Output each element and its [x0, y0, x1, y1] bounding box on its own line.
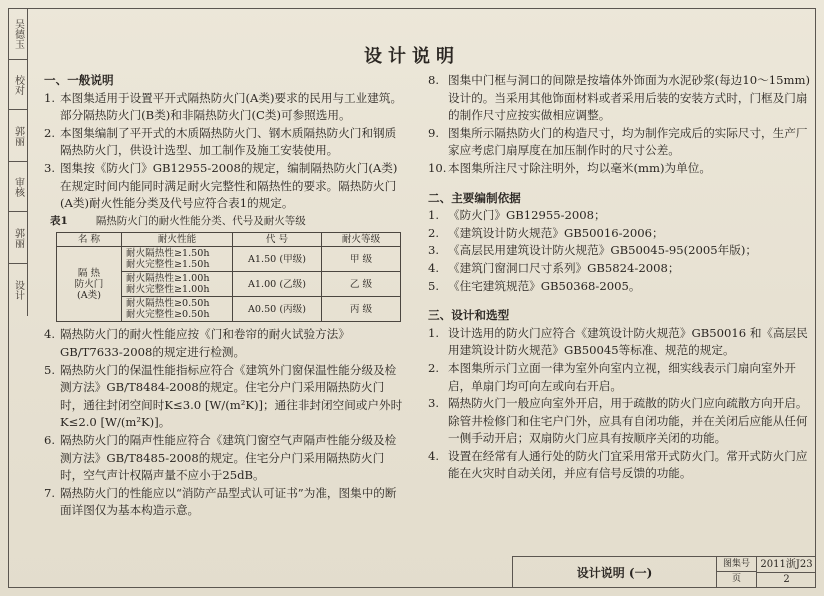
table-caption: 表1 隔热防火门的耐火性能分类、代号及耐火等级 [50, 214, 306, 227]
atlas-number-label: 图集号 [717, 557, 757, 572]
section-heading-basis: 二、主要编制依据 [428, 190, 521, 205]
left-column [44, 72, 404, 520]
list-item: 3. 图集按《防火门》GB12955-2008的规定，编制隔热防火门(A类)在规定时间内能同时满足耐火完整性和隔热性的要求。隔热防火门(A类)耐火性能分类及代号应符合表1的规定。 [44, 160, 398, 211]
sheet-name: 设计说明 (一) [513, 557, 717, 588]
page-label: 页 [717, 572, 757, 587]
list-item: 4. 隔热防火门的耐火性能应按《门和卷帘的耐火试验方法》GB/T7633-2008的规定进行检测。 [44, 327, 350, 359]
list-item: 6. 隔热防火门的隔声性能应符合《建筑门窗空气声隔声性能分级及检测方法》GB/T8485-2008的规定。住宅分户门采用隔热防火门时，空气声计权隔声量不应小于25dB。 [44, 432, 397, 483]
list-item: 1. 设计选用的防火门应符合《建筑设计防火规范》GB50016 和《高层民用建筑设计防火规范》GB50045等标准、规范的规定。 [428, 325, 808, 358]
list-item: 2. 本图集所示门立面一律为室外向室内立视，细实线表示门扇向室外开启，单扇门均可向左或向右开启。 [428, 360, 796, 393]
table-name-cell: 隔 热 防火门 (A类) [57, 247, 122, 322]
list-item: 7. 隔热防火门的性能应以“消防产品型式认可证书”为准，图集中的断面详图仅为基本构造示意。 [44, 485, 397, 518]
table-row: 隔 热 防火门 (A类) 耐火隔热性≥1.50h 耐火完整性≥1.50h A1.50 (甲级) 甲 级 [57, 247, 401, 272]
table-row: 耐火隔热性≥0.50h 耐火完整性≥0.50h A0.50 (丙级) 丙 级 [57, 297, 401, 322]
signature-name-3: 郭丽 [8, 212, 27, 264]
role-review: 审核 [8, 162, 27, 212]
list-item: 2. 《建筑设计防火规范》GB50016-2006； [428, 225, 664, 240]
section-heading-general: 一、一般说明 [44, 73, 114, 87]
list-item: 3. 《高层民用建筑设计防火规范》GB50045-95(2005年版)； [428, 243, 757, 258]
role-design: 设计 [12, 280, 24, 300]
section-heading-design: 三、设计和选型 [428, 308, 510, 323]
list-item: 5. 《住宅建筑规范》GB50368-2005。 [428, 278, 641, 293]
atlas-number: 2011浙J23 [757, 557, 816, 573]
fire-rating-table [56, 232, 401, 322]
table-row: 耐火隔热性≥1.00h 耐火完整性≥1.00h A1.00 (乙级) 乙 级 [57, 272, 401, 297]
signature-name-1: 吴德玉 [8, 8, 27, 60]
list-item: 1. 《防火门》GB12955-2008； [428, 208, 606, 223]
list-item: 5. 隔热防火门的保温性能指标应符合《建筑外门窗保温性能分级及检测方法》GB/T8484-2008的规定。住宅分户门采用隔热防火门时，通往封闭空间时K≤3.0 [W/(m²K)]；通往非封闭空间或户外时K≤2.0 [W/(m²K)]。 [44, 362, 403, 430]
role-proofread: 校对 [8, 60, 27, 110]
list-item: 9. 图集所示隔热防火门的构造尺寸，均为制作完成后的实际尺寸，生产厂家应考虑门扇厚度在加压制作时的尺寸公差。 [428, 125, 808, 158]
page-number: 2 [783, 574, 790, 585]
list-item: 8. 图集中门框与洞口的间隙是按墙体外饰面为水泥砂浆(每边10～15mm)设计的。当采用其他饰面材料或者采用后装的安装方式时，门框及门扇的制作尺寸应按实做相应调整。 [428, 73, 810, 123]
list-item: 4. 《建筑门窗洞口尺寸系列》GB5824-2008； [428, 260, 680, 275]
title-block [512, 556, 816, 588]
page-title: 设计说明 [364, 46, 460, 67]
list-item: 2. 本图集编制了平开式的木质隔热防火门、钢木质隔热防火门和钢质隔热防火门，供设计选型、加工制作及施工安装使用。 [44, 125, 397, 158]
list-item: 1. 本图集适用于设置平开式隔热防火门(A类)要求的民用与工业建筑。部分隔热防火门(B类)和非隔热防火门(C类)可参照选用。 [44, 90, 403, 123]
list-item: 4. 设置在经常有人通行处的防火门宜采用常开式防火门。常开式防火门应能在火灾时自动关闭，并应有信号反馈的功能。 [428, 448, 808, 481]
list-item: 10. 本图集所注尺寸除注明外，均以毫米(mm)为单位。 [428, 160, 711, 175]
signature-name-2: 郭丽 [8, 110, 27, 162]
table-header-row: 名 称 耐火性能 代 号 耐火等级 [57, 233, 401, 247]
list-item: 3. 隔热防火门一般应向室外开启，用于疏散的防火门应向疏散方向开启。除管井检修门和住宅户门外，应具有自闭功能，并在关闭后应能从任何一侧手动开启；双扇防火门应具有按顺序关闭的功能。 [428, 396, 808, 446]
right-column [428, 72, 810, 483]
